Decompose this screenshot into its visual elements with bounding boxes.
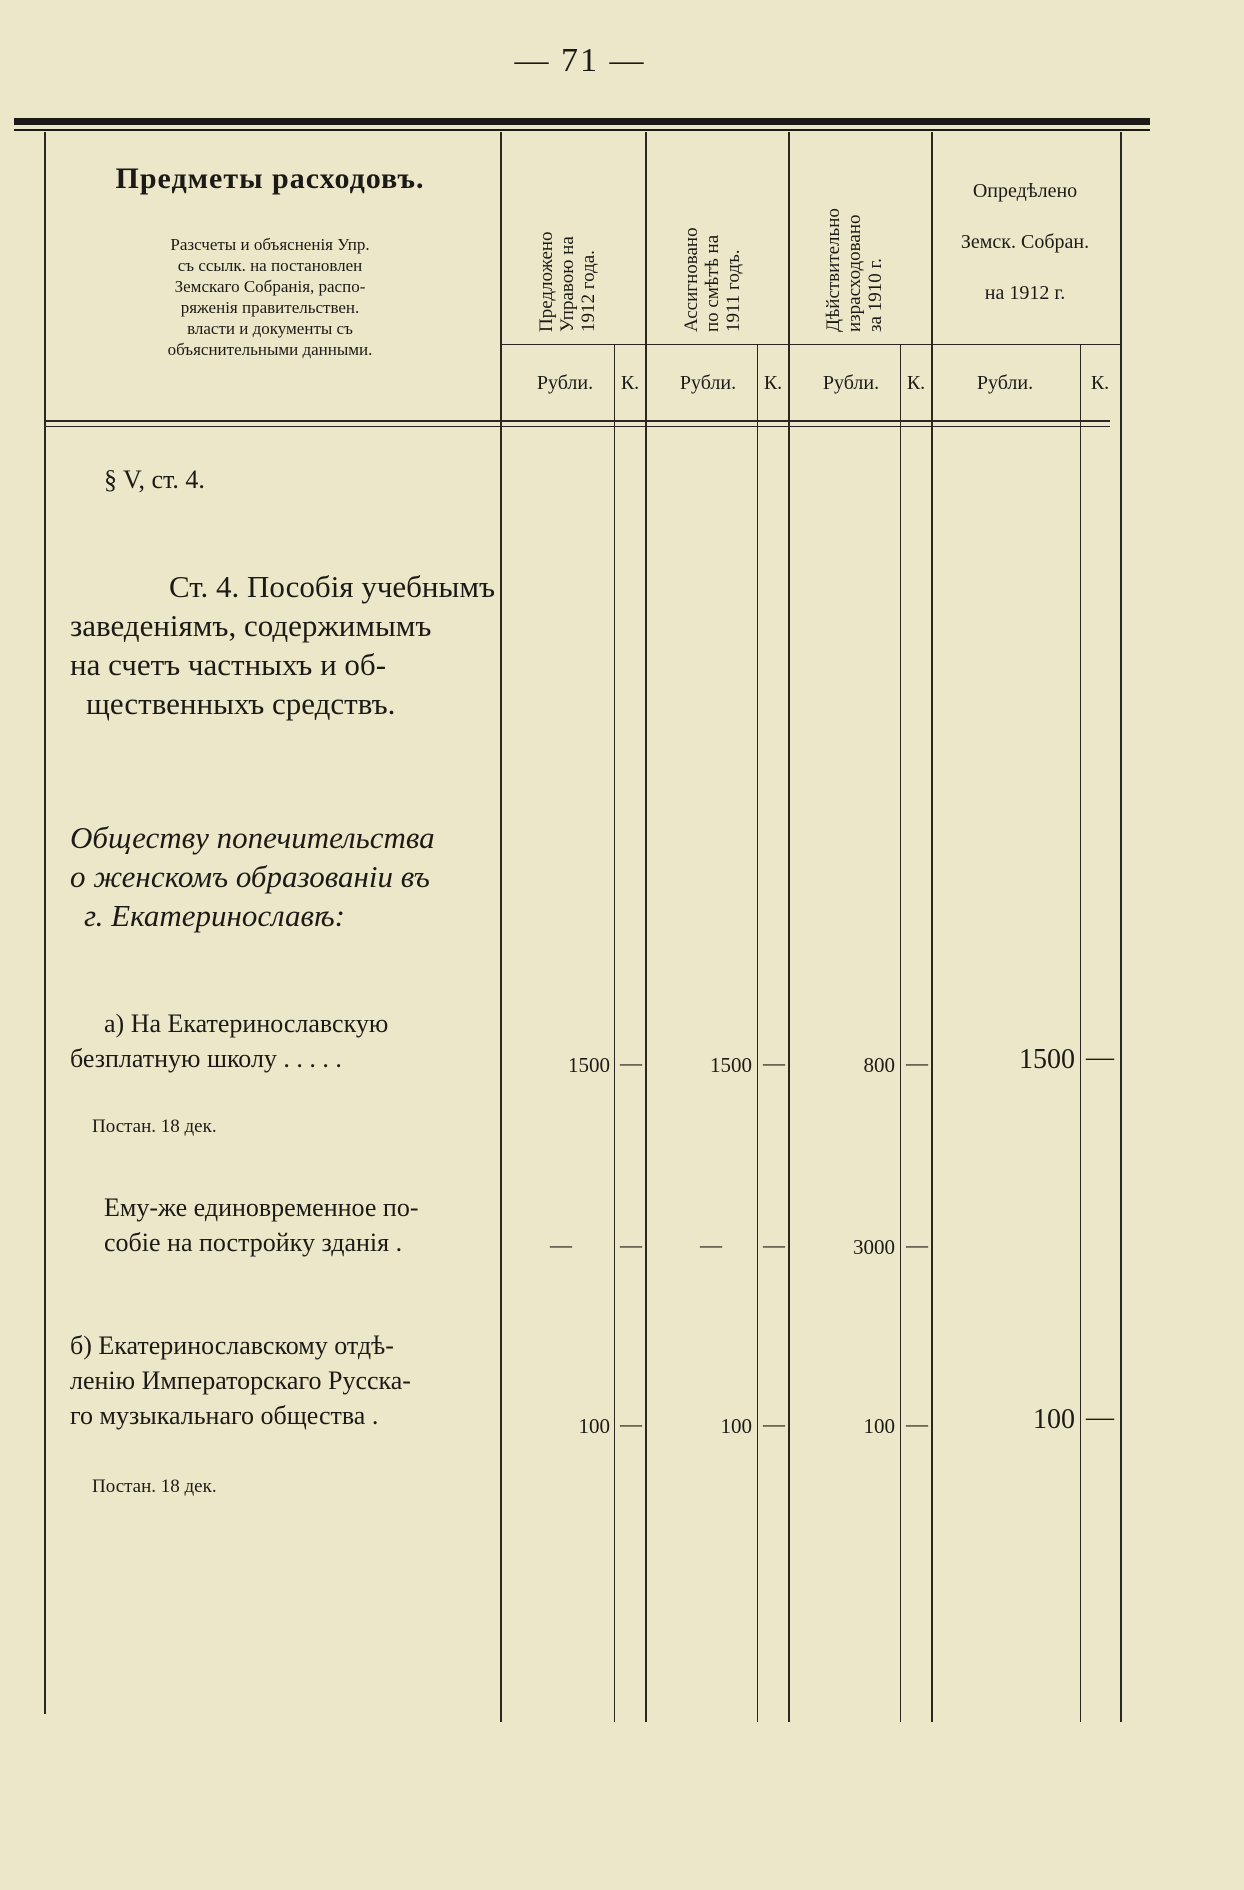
header-bottom-rule xyxy=(44,420,1110,422)
column-divider xyxy=(788,132,790,1722)
item-b-determined: 100 xyxy=(1033,1404,1075,1435)
item-b-determined-kop: — xyxy=(1086,1402,1114,1433)
item-b-note: Постан. 18 дек. xyxy=(92,1476,217,1497)
item-a-text: а) На Екатеринославскую безплатную школу . . . . . xyxy=(70,1009,389,1073)
item-a-note: Постан. 18 дек. xyxy=(92,1116,217,1137)
item-a-determined: 1500 xyxy=(1019,1044,1075,1075)
column-header-proposed: Предложено Управою на 1912 года. xyxy=(536,231,599,332)
kop-divider xyxy=(757,345,758,1722)
unit-kop: К. xyxy=(620,372,640,394)
table-border-left xyxy=(44,132,46,1714)
column-header-assigned: Ассигновано по смѣтѣ на 1911 годъ. xyxy=(681,227,744,332)
item-b-spent-kop: — xyxy=(906,1411,928,1436)
item-a-spent: 800 xyxy=(863,1053,895,1077)
item-a-proposed-kop: — xyxy=(620,1050,642,1075)
unit-kop: К. xyxy=(1090,372,1110,394)
item-b-assigned: 100 xyxy=(720,1414,752,1438)
item-a2-proposed-kop: — xyxy=(620,1232,642,1257)
unit-rub: Рубли. xyxy=(976,372,1034,394)
item-b-proposed: 100 xyxy=(578,1414,610,1438)
item-a2-spent: 3000 xyxy=(853,1235,895,1259)
section-heading: § V, ст. 4. xyxy=(104,465,205,494)
unit-rub: Рубли. xyxy=(822,372,880,394)
column-header-spent: Дѣйствительно израсходовано за 1910 г. xyxy=(823,208,886,332)
column-divider xyxy=(645,132,647,1722)
unit-kop: К. xyxy=(906,372,926,394)
item-b-proposed-kop: — xyxy=(620,1411,642,1436)
item-b-spent: 100 xyxy=(863,1414,895,1438)
item-a-spent-kop: — xyxy=(906,1050,928,1075)
column-title: Предметы расходовъ. xyxy=(115,162,425,195)
column-divider xyxy=(931,132,933,1722)
kop-divider xyxy=(614,345,615,1722)
item-a-assigned: 1500 xyxy=(710,1053,752,1077)
item-a2-assigned-kop: — xyxy=(763,1232,785,1257)
unit-kop: К. xyxy=(763,372,783,394)
item-a-determined-kop: — xyxy=(1086,1042,1114,1073)
header-bottom-rule-2 xyxy=(44,426,1110,427)
column-subtitle: Разсчеты и объясненія Упр. съ ссылк. на постановлен Земскаго Собранія, распо- ряженія правительствен. власти и документы съ объяснительными данными. xyxy=(167,235,373,359)
item-b-text: б) Екатеринославскому отдѣ- ленію Императорскаго Русска- го музыкальнаго общества . xyxy=(70,1331,411,1430)
table-border-right xyxy=(1120,132,1122,1722)
top-rule-thin xyxy=(14,129,1150,131)
item-a2-proposed: — xyxy=(550,1232,572,1257)
kop-divider xyxy=(1080,345,1081,1722)
column-header-determined: Опредѣлено Земск. Собран. на 1912 г. xyxy=(960,180,1090,304)
header-unit-rule xyxy=(500,344,1120,345)
society-heading: Обществу попечительства о женскомъ образованіи въ г. Екатеринославѣ: xyxy=(70,820,435,933)
top-rule xyxy=(14,118,1150,125)
item-a-proposed: 1500 xyxy=(568,1053,610,1077)
article-title: Ст. 4. Пособія учебнымъ заведеніямъ, содержимымъ на счетъ частныхъ и об- щественныхъ средствъ. xyxy=(70,569,495,721)
item-a2-assigned: — xyxy=(700,1232,722,1257)
item-a-assigned-kop: — xyxy=(763,1050,785,1075)
item-b-assigned-kop: — xyxy=(763,1411,785,1436)
page-number: — 71 — xyxy=(514,42,646,79)
unit-rub: Рубли. xyxy=(536,372,594,394)
column-divider xyxy=(500,132,502,1722)
kop-divider xyxy=(900,345,901,1722)
unit-rub: Рубли. xyxy=(679,372,737,394)
item-a2-spent-kop: — xyxy=(906,1232,928,1257)
item-a2-text: Ему-же единовременное по- собіе на постройку зданія . xyxy=(104,1193,419,1257)
